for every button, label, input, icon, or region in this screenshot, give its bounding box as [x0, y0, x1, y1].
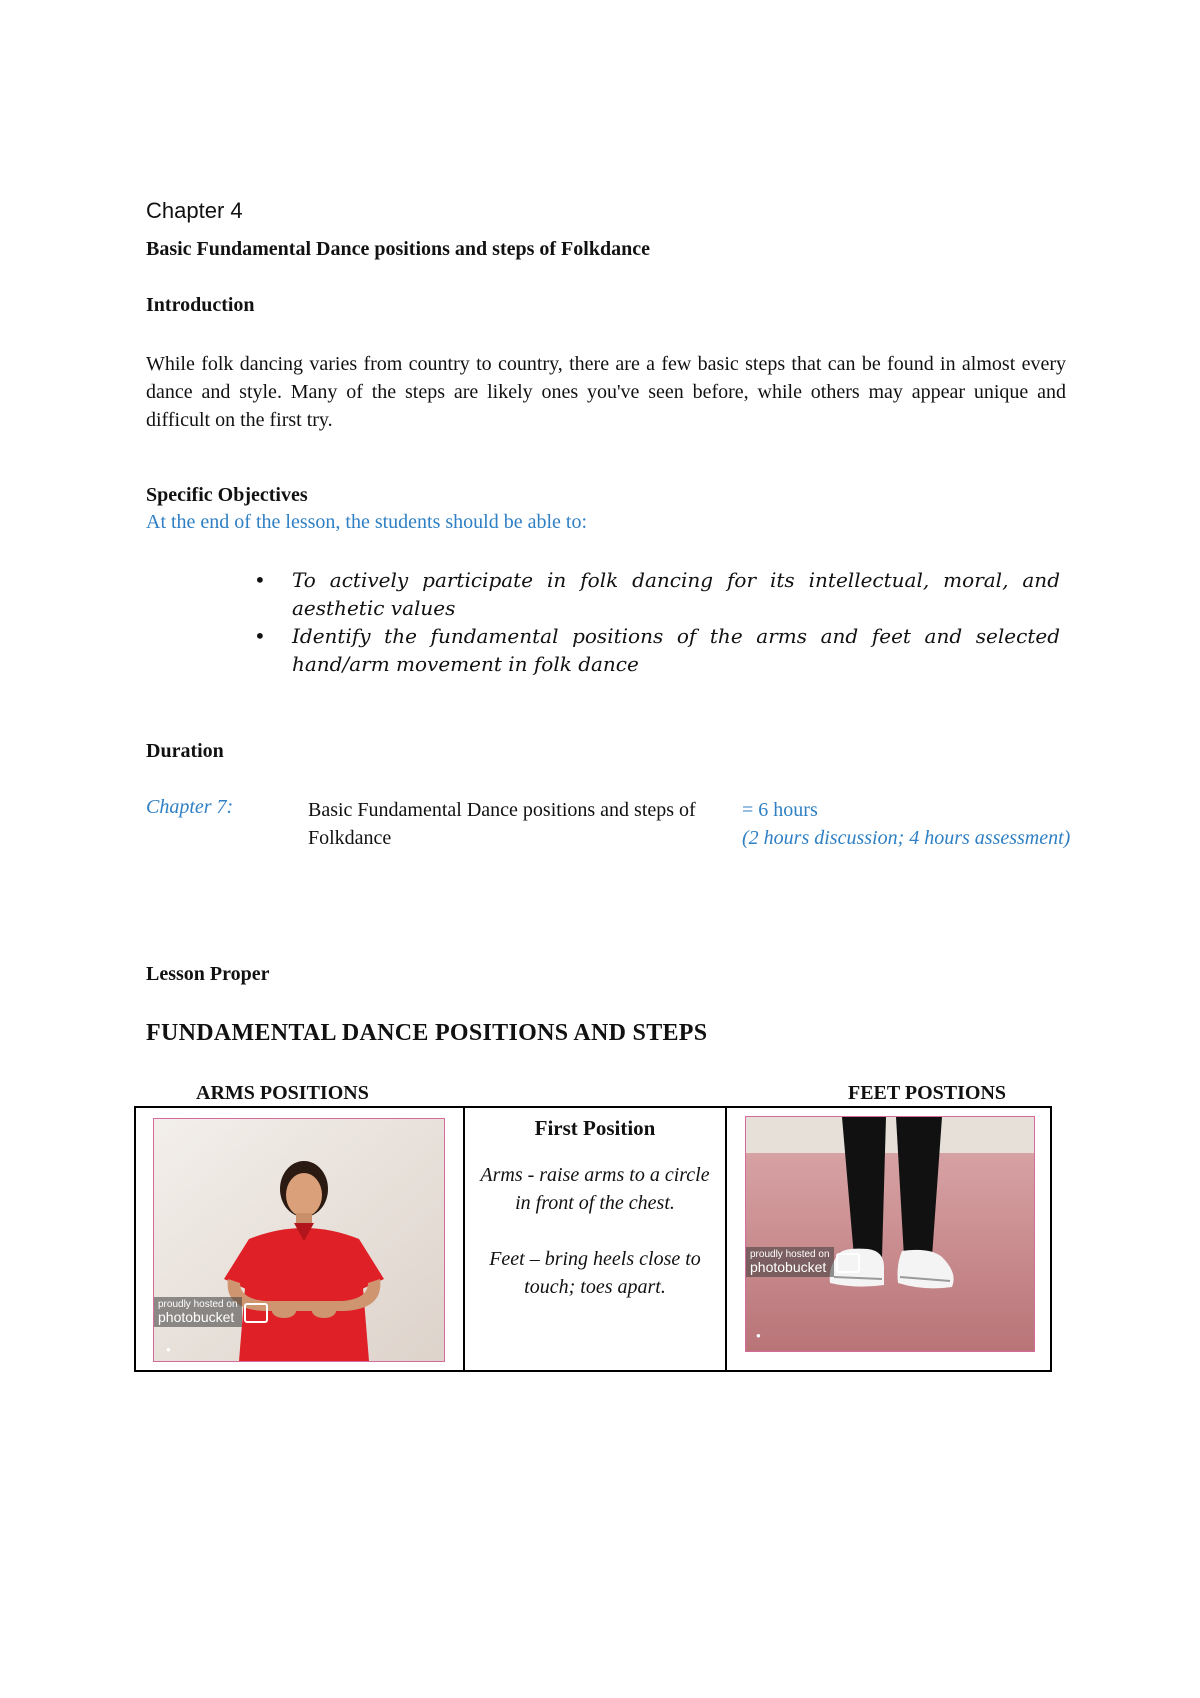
objectives-list [250, 566, 1060, 678]
photobucket-watermark [154, 1297, 242, 1327]
objective-text: To actively participate in folk dancing for its intellectual, moral, and aesthetic values [292, 568, 1060, 620]
objective-item [250, 622, 1060, 678]
camera-icon [836, 1253, 860, 1273]
objectives-heading: Specific Objectives [146, 484, 308, 506]
camera-icon [244, 1303, 268, 1323]
arms-photo-cell [136, 1108, 465, 1370]
chapter-label: Chapter 4 [146, 198, 243, 223]
duration-time [742, 796, 1072, 852]
duration-hours: = 6 hours [742, 799, 818, 821]
feet-positions-heading: FEET POSTIONS [848, 1082, 1007, 1104]
position-title: First Position [534, 1116, 656, 1140]
duration-breakdown: (2 hours discussion; 4 hours assessment) [742, 827, 1071, 849]
feet-position-photo [745, 1116, 1035, 1352]
watermark-line1: proudly hosted on [158, 1299, 238, 1310]
positions-table [134, 1106, 1052, 1372]
watermark-line2: photobucket [750, 1259, 827, 1275]
introduction-heading: Introduction [146, 294, 255, 316]
feet-photo-illustration [746, 1117, 1034, 1351]
objective-text: Identify the fundamental positions of the arms and feet and selected hand/arm movement in folk dance [292, 624, 1060, 676]
duration-heading: Duration [146, 740, 224, 762]
lesson-heading: Lesson Proper [146, 963, 270, 985]
bullet-icon: • [254, 624, 266, 648]
bullet-icon: • [254, 568, 266, 592]
objective-item [250, 566, 1060, 622]
objectives-subheading: At the end of the lesson, the students should be able to: [146, 511, 588, 533]
duration-description: Basic Fundamental Dance positions and steps of Folkdance [308, 799, 696, 849]
main-heading: FUNDAMENTAL DANCE POSITIONS AND STEPS [146, 1020, 708, 1046]
feet-instruction: Feet – bring heels close to touch; toes apart. [489, 1248, 701, 1298]
document-title: Basic Fundamental Dance positions and steps of Folkdance [146, 238, 650, 260]
photobucket-watermark [746, 1247, 834, 1277]
position-description-cell [465, 1108, 727, 1370]
watermark-copyright-mark: ● [756, 1331, 761, 1340]
watermark-line2: photobucket [158, 1309, 235, 1325]
feet-photo-cell [727, 1108, 1050, 1370]
arms-instruction: Arms - raise arms to a circle in front of the chest. [480, 1164, 710, 1214]
watermark-copyright-mark: ● [166, 1345, 171, 1354]
arms-position-photo [153, 1118, 445, 1362]
introduction-paragraph: While folk dancing varies from country to country, there are a few basic steps that can be found in almost every dance and style. Many of the steps are likely ones you've seen before, while others may appear unique and difficult on the first try. [146, 353, 1066, 431]
duration-chapter-label: Chapter 7: [146, 796, 234, 818]
arms-positions-heading: ARMS POSITIONS [196, 1082, 369, 1104]
watermark-line1: proudly hosted on [750, 1249, 830, 1260]
